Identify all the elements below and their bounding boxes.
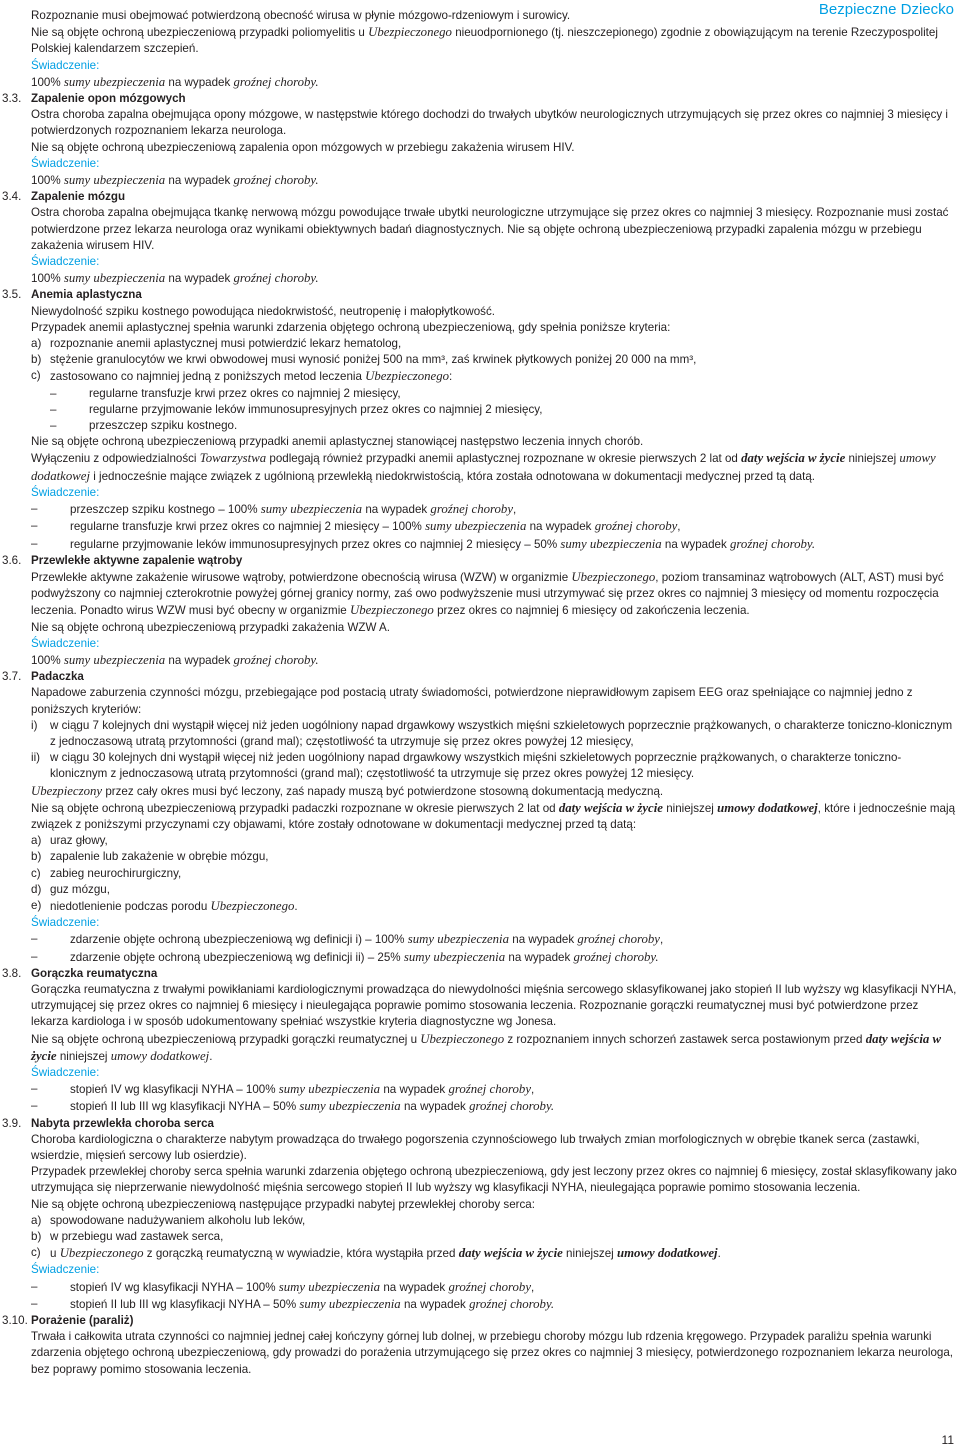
benefit-label: Świadczenie: bbox=[31, 58, 100, 72]
benefit-line: 100% sumy ubezpieczenia na wypadek groźnej choroby. bbox=[31, 74, 319, 89]
paragraph: Nie są objęte ochroną ubezpieczeniową przypadki poliomyelitis u Ubezpieczonego nieuodpornionego (tj. nieszczepionego) zgodnie z obowiązującym na terenie Rzeczypospolitej Polskiej kalendarzem szczepień. bbox=[31, 25, 938, 56]
section-3-5 bbox=[2, 287, 958, 552]
paragraph: Nie są objęte ochroną ubezpieczeniową następujące przypadki nabytej przewlekłej choroby serca: bbox=[31, 1197, 535, 1211]
section-title: Gorączka reumatyczna bbox=[31, 966, 158, 980]
list-item: d) guz mózgu, bbox=[31, 882, 110, 896]
list-item: a) uraz głowy, bbox=[31, 834, 108, 848]
document-body bbox=[2, 8, 958, 1378]
section-3-3 bbox=[2, 91, 958, 189]
paragraph: Rozpoznanie musi obejmować potwierdzoną obecność wirusa w płynie mózgowo-rdzeniowym i surowicy. bbox=[31, 9, 571, 22]
section-number: 3.9. bbox=[2, 1116, 22, 1130]
list-item: c) u Ubezpieczonego z gorączką reumatyczną w wywiadzie, która wystąpiła przed daty wejścia w życie niniejszej umowy dodatkowej. bbox=[31, 1246, 721, 1261]
benefit-item: – stopień IV wg klasyfikacji NYHA – 100% sumy ubezpieczenia na wypadek groźnej choroby, bbox=[31, 1279, 535, 1294]
paragraph: Niewydolność szpiku kostnego powodująca niedokrwistość, neutropenię i małopłytkowość. bbox=[31, 304, 495, 318]
benefit-label: Świadczenie: bbox=[31, 485, 100, 499]
list-item: e) niedotlenienie podczas porodu Ubezpieczonego. bbox=[31, 898, 298, 913]
section-intro bbox=[2, 8, 958, 91]
list-item: b) w przebiegu wad zastawek serca, bbox=[31, 1230, 224, 1244]
paragraph: Nie są objęte ochroną ubezpieczeniową zapalenia opon mózgowych w przebiegu zakażenia wirusem HIV. bbox=[31, 140, 575, 154]
list-item: c) zabieg neurochirurgiczny, bbox=[31, 866, 182, 880]
paragraph: Wyłączeniu z odpowiedzialności Towarzystwa podlegają również przypadki anemii aplastycznej rozpoznane w okresie pierwszych 2 lat od daty wejścia w życie niniejszej umowy dodatkowej i jednocześnie mające związek z ugólnioną przewlekłą niedokrwistością, która została odnotowana w dokumentacji medycznej przed tą datą. bbox=[31, 451, 936, 483]
section-number: 3.8. bbox=[2, 966, 22, 980]
section-3-4 bbox=[2, 189, 958, 287]
section-3-7 bbox=[2, 669, 958, 966]
list-item: – regularne przyjmowanie leków immunosupresyjnych przez okres co najmniej 2 miesięcy, bbox=[50, 402, 543, 416]
section-3-8 bbox=[2, 966, 958, 1116]
benefit-item: – regularne transfuzje krwi przez okres co najmniej 2 miesięcy – 100% sumy ubezpieczenia na wypadek groźnej choroby, bbox=[31, 519, 681, 534]
benefit-line: 100% sumy ubezpieczenia na wypadek groźnej choroby. bbox=[31, 652, 319, 667]
section-number: 3.10. bbox=[2, 1314, 28, 1328]
benefit-label: Świadczenie: bbox=[31, 916, 100, 930]
section-number: 3.3. bbox=[2, 92, 22, 106]
list-item: i) w ciągu 7 kolejnych dni wystąpił więcej niż jeden uogólniony napad drgawkowy wszystkich mięśni szkieletowych poprzecznie prążkowanych, o charakterze toniczno-klonicznym z jednoczasową utratą przytomności (grand mal); częstotliwość ta utrzymuje się przez okres powyżej 12 miesięcy, bbox=[31, 718, 953, 748]
paragraph: Choroba kardiologiczna o charakterze nabytym prowadząca do trwałego pogorszenia czynnościowego lub trwałych zmian morfologicznych w obrębie tkanek serca (zastawki, wsierdzie, mięsień sercowy lub osierdzie). bbox=[31, 1132, 920, 1163]
list-item: a) spowodowane nadużywaniem alkoholu lub leków, bbox=[31, 1213, 306, 1227]
section-title: Nabyta przewlekła choroba serca bbox=[31, 1116, 215, 1130]
section-number: 3.7. bbox=[2, 670, 22, 684]
list-item: ii) w ciągu 30 kolejnych dni wystąpił więcej niż jeden uogólniony napad drgawkowy wszystkich mięśni szkieletowych poprzecznie prążkowanych, o charakterze toniczno-klonicznym z jednoczasową utratą przytomności (grand mal); częstotliwość ta utrzymuje się przez okres powyżej 12 miesięcy. bbox=[31, 751, 902, 781]
benefit-item: – zdarzenie objęte ochroną ubezpieczeniową wg definicji i) – 100% sumy ubezpieczenia na wypadek groźnej choroby, bbox=[31, 932, 664, 947]
paragraph: Nie są objęte ochroną ubezpieczeniową przypadki anemii aplastycznej stanowiącej następstwo leczenia innych chorób. bbox=[31, 435, 644, 449]
paragraph: Ubezpieczony przez cały okres musi być leczony, zaś napady muszą być potwierdzone stosowną dokumentacją medyczną. bbox=[31, 783, 664, 798]
benefit-label: Świadczenie: bbox=[31, 255, 100, 269]
paragraph: Przewlekłe aktywne zakażenie wirusowe wątroby, potwierdzone obecnością wirusa (WZW) w organizmie Ubezpieczonego, poziom transaminaz wątrobowych (ALT, AST) musi być podwyższony co najmniej czterokrotnie powyżej górnej granicy normy, zaś owo podwyższenie musi utrzymywać się przez okres co najmniej 3 miesięcy od momentu rozpoczęcia leczenia. Ponadto wirus WZW musi być obecny w organizmie Ubezpieczonego przez okres co najmniej 6 miesięcy od zakończenia leczenia. bbox=[31, 569, 944, 618]
section-title: Porażenie (paraliż) bbox=[31, 1314, 134, 1328]
paragraph: Ostra choroba zapalna obejmująca tkankę nerwową mózgu powodujące trwałe ubytki neurologiczne utrzymujące się przez okres co najmniej 3 miesięcy. Rozpoznanie musi zostać potwierdzone przez lekarza neurologa oraz wynikami obiektywnych badań diagnostycznych. Nie są objęte ochroną ubezpieczeniową przypadki zapalenia mózgu w przebiegu zakażenia wirusem HIV. bbox=[31, 206, 949, 252]
section-title: Padaczka bbox=[31, 670, 84, 684]
section-3-10 bbox=[2, 1313, 958, 1378]
section-number: 3.4. bbox=[2, 190, 22, 204]
page-number: 11 bbox=[941, 1433, 954, 1447]
benefit-item: – zdarzenie objęte ochroną ubezpieczeniową wg definicji ii) – 25% sumy ubezpieczenia na wypadek groźnej choroby. bbox=[31, 949, 659, 964]
paragraph: Nie są objęte ochroną ubezpieczeniową przypadki gorączki reumatycznej u Ubezpieczonego z rozpoznaniem innych schorzeń zastawek serca postawionym przed daty wejścia w życie niniejszej umowy dodatkowej. bbox=[31, 1031, 942, 1063]
paragraph: Przypadek przewlekłej choroby serca spełnia warunki zdarzenia objętego ochroną ubezpieczeniową, gdy jest leczony przez okres co najmniej 6 miesięcy, został sklasyfikowany jako utrzymująca się nieprzerwanie niewydolność mięśnia sercowego stopień II lub wyższy wg klasyfikacji NYHA, nieulegająca poprawie pomimo stosowania leczenia. bbox=[31, 1165, 957, 1195]
section-title: Zapalenie opon mózgowych bbox=[31, 92, 186, 106]
section-number: 3.6. bbox=[2, 553, 22, 567]
brand-header: Bezpieczne Dziecko bbox=[818, 1, 954, 18]
benefit-item: – stopień II lub III wg klasyfikacji NYHA – 50% sumy ubezpieczenia na wypadek groźnej choroby. bbox=[31, 1099, 555, 1114]
list-item: c) zastosowano co najmniej jedną z poniższych metod leczenia Ubezpieczonego: bbox=[31, 369, 453, 384]
benefit-item: – stopień II lub III wg klasyfikacji NYHA – 50% sumy ubezpieczenia na wypadek groźnej choroby. bbox=[31, 1296, 555, 1311]
paragraph: Trwała i całkowita utrata czynności co najmniej jednej całej kończyny górnej lub dolnej, w przebiegu choroby mózgu lub rdzenia kręgowego. Przypadek paraliżu spełnia warunki zdarzenia objętego ochroną ubezpieczeniową, gdy prowadzi do porażenia utrzymującego się przez okres co najmniej 3 miesięcy, potwierdzonego rozpoznaniem lekarza neurologa, bez poprawy pomimo stosowania leczenia. bbox=[31, 1330, 954, 1376]
benefit-item: – stopień IV wg klasyfikacji NYHA – 100% sumy ubezpieczenia na wypadek groźnej choroby, bbox=[31, 1082, 535, 1097]
section-3-9 bbox=[2, 1116, 958, 1313]
benefit-label: Świadczenie: bbox=[31, 156, 100, 170]
section-title: Anemia aplastyczna bbox=[31, 288, 142, 302]
paragraph: Ostra choroba zapalna obejmująca opony mózgowe, w następstwie którego dochodzi do trwałych ubytków neurologicznych utrzymujących się przez okres co najmniej 3 miesięcy i potwierdzonych rozpoznaniem lekarza neurologa. bbox=[31, 108, 948, 138]
section-title: Przewlekłe aktywne zapalenie wątroby bbox=[31, 553, 243, 567]
benefit-item: – regularne przyjmowanie leków immunosupresyjnych przez okres co najmniej 2 miesięcy – 50% sumy ubezpieczenia na wypadek groźnej choroby. bbox=[31, 536, 816, 551]
benefit-label: Świadczenie: bbox=[31, 1066, 100, 1079]
benefit-label: Świadczenie: bbox=[31, 1263, 100, 1277]
section-title: Zapalenie mózgu bbox=[31, 190, 126, 204]
section-number: 3.5. bbox=[2, 288, 22, 302]
benefit-label: Świadczenie: bbox=[31, 636, 100, 650]
benefit-line: 100% sumy ubezpieczenia na wypadek groźnej choroby. bbox=[31, 173, 319, 188]
paragraph: Gorączka reumatyczna z trwałymi powikłaniami kardiologicznymi prowadząca do niewydolności mięśnia sercowego sklasyfikowanej jako stopień II lub wyższy wg klasyfikacji NYHA, utrzymującej się przez okres co najmniej 6 miesięcy i nieulegająca poprawie pomimo stosowania leczenia. Rozpoznanie gorączki reumatycznej musi być potwierdzone przez lekarza kardiologa i w sposób udokumentowany spełniać wszystkie kryteria diagnostyczne wg Jonesa. bbox=[31, 982, 957, 1029]
paragraph: Przypadek anemii aplastycznej spełnia warunki zdarzenia objętego ochroną ubezpieczeniową, gdy spełnia poniższe kryteria: bbox=[31, 320, 671, 334]
paragraph: Nie są objęte ochroną ubezpieczeniową przypadki zakażenia WZW A. bbox=[31, 620, 390, 634]
list-item: – regularne transfuzje krwi przez okres co najmniej 2 miesięcy, bbox=[50, 386, 401, 400]
list-item: – przeszczep szpiku kostnego. bbox=[50, 419, 238, 433]
paragraph: Napadowe zaburzenia czynności mózgu, przebiegające pod postacią utraty świadomości, potwierdzone nieprawidłowym zapisem EEG oraz spełniające co najmniej jedno z poniższych kryteriów: bbox=[31, 686, 913, 716]
list-item: a) rozpoznanie anemii aplastycznej musi potwierdzić lekarz hematolog, bbox=[31, 337, 402, 351]
list-item: b) stężenie granulocytów we krwi obwodowej musi wynosić poniżej 500 na mm³, zaś krwinek płytkowych poniżej 20 000 na mm³, bbox=[31, 353, 697, 367]
list-item: b) zapalenie lub zakażenie w obrębie mózgu, bbox=[31, 850, 269, 864]
benefit-item: – przeszczep szpiku kostnego – 100% sumy ubezpieczenia na wypadek groźnej choroby, bbox=[31, 502, 517, 517]
paragraph: Nie są objęte ochroną ubezpieczeniową przypadki padaczki rozpoznane w okresie pierwszych 2 lat od daty wejścia w życie niniejszej umowy dodatkowej, które i jednocześnie mają związek z poniższymi przyczynami czy objawami, które zostały odnotowane w dokumentacji medycznej przed tą datą: bbox=[31, 800, 956, 831]
benefit-line: 100% sumy ubezpieczenia na wypadek groźnej choroby. bbox=[31, 271, 319, 286]
section-3-6 bbox=[2, 553, 958, 669]
